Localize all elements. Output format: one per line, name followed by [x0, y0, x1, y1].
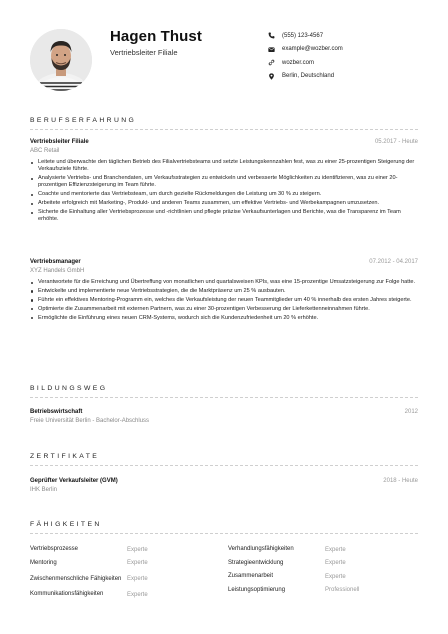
job-company: XYZ Handels GmbH: [30, 268, 85, 274]
job-title: Vertriebsmanager: [30, 259, 81, 265]
skill-name: Zusammenarbeit: [228, 573, 274, 580]
job-date: 07.2012 - 04.2017: [369, 259, 418, 265]
job-bullet: Führte ein effektives Mentoring-Programm ein, welches die Verkaufsleistung der neuen Teammitglieder um 40 % innerhalb des ersten Jahres steigerte.: [30, 297, 418, 304]
section-title-experience: BERUFSERFAHRUNG: [30, 117, 137, 124]
education-date: 2012: [404, 409, 418, 415]
certificate-issuer: IHK Berlin: [30, 487, 58, 493]
skill-level: Experte: [127, 546, 148, 553]
skill-item: [30, 570, 220, 588]
education-institution: Freie Universität Berlin - Bachelor-Abschluss: [30, 418, 150, 424]
candidate-name: Hagen Thust: [110, 28, 202, 45]
skill-name: Leistungsoptimierung: [228, 586, 286, 593]
skills-column-right: [228, 543, 418, 597]
job-bullet: Optimierte die Zusammenarbeit mit externen Partnern, was zu einer 30-prozentigen Verbesserung der Lieferkettenneinnahmen führte.: [30, 306, 418, 313]
phone-icon: [268, 32, 275, 39]
skill-item: [30, 588, 220, 602]
skill-level: Experte: [325, 573, 346, 580]
contact-email-text: example@wozber.com: [282, 46, 343, 53]
skill-level: Experte: [127, 591, 148, 598]
skill-item: [30, 543, 220, 557]
certificate-date: 2018 - Heute: [383, 478, 418, 484]
skill-item: [228, 584, 418, 598]
section-title-education: BILDUNGSWEG: [30, 385, 108, 392]
skill-level: Experte: [127, 560, 148, 567]
skill-name: Vertriebsprozesse: [30, 546, 79, 553]
contact-location: [268, 70, 438, 84]
job-bullet-list: [30, 279, 418, 323]
skill-item: [30, 557, 220, 571]
section-divider: [30, 397, 418, 398]
job-date: 05.2017 - Heute: [374, 139, 418, 145]
profile-photo: [30, 29, 92, 91]
job-bullet: Sicherte die Einhaltung aller Vertriebsprozesse und -richtlinien und pflegte präzise Verkaufsunterlagen und Berichte, was die Transparenz im Team erhöhte.: [30, 209, 418, 224]
location-pin-icon: [268, 73, 275, 80]
job-bullet: Analysierte Vertriebs- und Branchendaten, um Verkaufsstrategien zu entwickeln und verbesserte Möglichkeiten zu identifizieren, was zu einer 20-prozentigen Effizienzsteigerung im Team führte.: [30, 175, 418, 190]
skill-name: Kommunikationsfähigkeiten: [30, 591, 104, 598]
section-divider: [30, 465, 418, 466]
contact-phone: [268, 29, 438, 43]
job-bullet: Verantwortete für die Erreichung und Übertreffung von monatlichen und quartalsweisen KPIs, was eine 15-prozentige Umsatzsteigerung zur Folge hatte.: [30, 279, 418, 286]
education-title: Betriebswirtschaft: [30, 409, 83, 415]
skill-name: Verhandlungsfähigkeiten: [228, 546, 294, 553]
skill-item: [228, 570, 418, 584]
section-title-skills: FÄHIGKEITEN: [30, 521, 102, 528]
section-title-certificates: ZERTIFIKATE: [30, 453, 100, 460]
certificate-title: Geprüfter Verkaufsleiter (GVM): [30, 478, 118, 484]
skill-name: Strategieentwicklung: [228, 559, 284, 566]
job-bullet: Arbeitete erfolgreich mit Marketing-, Produkt- und anderen Teams zusammen, um effektive Vertriebs- und Werbekampagnen umzusetzen.: [30, 200, 418, 207]
skill-level: Professionell: [325, 587, 360, 594]
avatar-illustration-icon: [30, 29, 92, 91]
job-bullet-list: [30, 159, 418, 225]
link-icon: [268, 59, 275, 66]
contact-website-text: wozber.com: [282, 59, 315, 66]
job-bullet: Leitete und überwachte den täglichen Betrieb des Filialvertriebsteams und setzte Leistungskennzahlen fest, was zu einer 25-prozentigen Steigerung der Verkaufsziele führte.: [30, 159, 418, 174]
skill-level: Experte: [325, 546, 346, 553]
skill-level: Experte: [325, 560, 346, 567]
contact-list: [268, 29, 438, 83]
candidate-title: Vertriebsleiter Filiale: [110, 48, 178, 57]
skill-name: Zwischenmenschliche Fähigkeiten: [30, 575, 122, 582]
job-title: Vertriebsleiter Filiale: [30, 139, 89, 145]
skill-level: Experte: [127, 576, 148, 582]
job-company: ABC Retail: [30, 148, 60, 154]
skills-column-left: [30, 543, 220, 602]
job-bullet: Ermöglichte die Einführung eines neuen CRM-Systems, wodurch sich die Kundenzufriedenheit um 20 % erhöhte.: [30, 315, 418, 322]
skill-item: [228, 557, 418, 571]
contact-location-text: Berlin, Deutschland: [282, 73, 335, 80]
section-divider: [30, 533, 418, 534]
contact-website: [268, 56, 438, 70]
job-bullet: Entwickelte und implementierte neue Vertriebsstrategien, die die Marktpräsenz um 25 % ausbauten.: [30, 288, 418, 295]
contact-email: [268, 43, 438, 57]
contact-phone-text: (555) 123-4567: [282, 32, 324, 39]
skill-name: Mentoring: [30, 559, 57, 566]
section-divider: [30, 129, 418, 130]
job-bullet: Coachte und mentorierte das Vertriebsteam, um durch gezielte Rückmeldungen die Leistung um 30 % zu steigern.: [30, 191, 418, 198]
mail-icon: [268, 46, 275, 53]
skill-item: [228, 543, 418, 557]
